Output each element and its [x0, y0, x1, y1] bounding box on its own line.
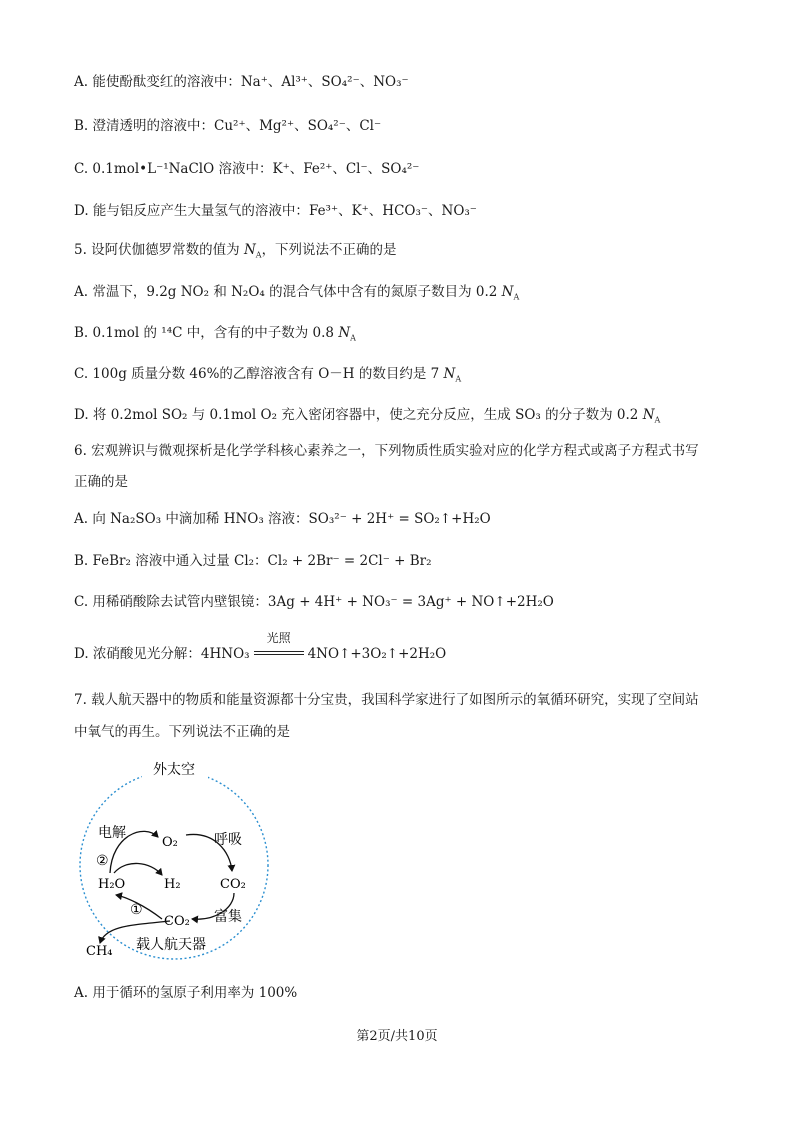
- respiration-label: 呼吸: [214, 832, 242, 848]
- q4-option-a-ions: Na⁺、Al³⁺、SO₄²⁻、NO₃⁻: [240, 74, 409, 90]
- q4-option-d: [74, 201, 477, 221]
- q5-option-c-text: C. 100g 质量分数 46%的乙醇溶液含有 O－H 的数目约是 7: [74, 366, 440, 382]
- q5-option-d-text: D. 将 0.2mol SO₂ 与 0.1mol O₂ 充入密闭容器中，使之充分反应，生成 SO₃ 的分子数为 0.2: [74, 407, 639, 423]
- q4-option-d-ions: Fe³⁺、K⁺、HCO₃⁻、NO₃⁻: [308, 203, 477, 219]
- q4-option-c-ions: K⁺、Fe²⁺、Cl⁻、SO₄²⁻: [272, 161, 420, 177]
- q6-option-c-text: C. 用稀硝酸除去试管内壁银镜：3Ag + 4H⁺ + NO₃⁻ = 3Ag⁺ + NO↑+2H₂O: [74, 594, 554, 610]
- q5-option-d-na: N: [642, 407, 655, 423]
- step-2-marker: ②: [96, 853, 109, 869]
- arrow-h2o-to-h2: [114, 863, 162, 875]
- q6-option-d: [74, 631, 447, 664]
- q5-option-d-na-sub: A: [654, 415, 661, 425]
- q5-option-b: [74, 323, 356, 343]
- co2-right-label: CO₂: [220, 877, 246, 892]
- q7-option-a: [74, 983, 297, 1003]
- outer-space-label: 外太空: [153, 762, 195, 778]
- q4-option-d-prefix: D. 能与铝反应产生大量氢气的溶液中：: [74, 203, 309, 219]
- q6-option-c: [74, 592, 554, 612]
- q5-option-a-na-sub: A: [513, 292, 520, 302]
- q4-option-b-prefix: B. 澄清透明的溶液中：: [74, 118, 215, 134]
- q4-option-c: [74, 159, 419, 179]
- q4-option-a-prefix: A. 能使酚酞变红的溶液中：: [74, 74, 241, 90]
- q6-option-a: [74, 509, 491, 529]
- q6-stem-line2: [74, 472, 128, 492]
- q5-option-c: [74, 364, 461, 384]
- enrich-label: 富集: [214, 909, 242, 925]
- q6-equilibrium-sign: [254, 631, 304, 664]
- q6-stem-2: 正确的是: [74, 474, 128, 490]
- q4-option-b: [74, 116, 381, 136]
- q5-stem: [74, 240, 397, 260]
- o2-label: O₂: [162, 835, 178, 850]
- q7-stem-2: 中氧气的再生。下列说法不正确的是: [74, 724, 290, 740]
- q4-option-b-ions: Cu²⁺、Mg²⁺、SO₄²⁻、Cl⁻: [214, 118, 382, 134]
- oxygen-cycle-diagram: [74, 755, 274, 970]
- q5-stem-text: 5. 设阿伏伽德罗常数的值为: [74, 242, 240, 258]
- q5-option-b-text: B. 0.1mol 的 ¹⁴C 中，含有的中子数为 0.8: [74, 325, 335, 341]
- q5-na-subscript: A: [255, 250, 262, 260]
- q4-option-a: [74, 72, 409, 92]
- q5-option-c-na: N: [443, 366, 456, 382]
- q6-stem-line1: [74, 441, 699, 461]
- q6-option-d-suffix: 4NO↑+3O₂↑+2H₂O: [307, 646, 447, 662]
- q4-option-c-prefix: C. 0.1mol•L⁻¹NaClO 溶液中：: [74, 161, 273, 177]
- q5-option-a-na: N: [501, 284, 514, 300]
- q6-double-line: [254, 651, 304, 655]
- spacecraft-label: 载人航天器: [136, 937, 206, 953]
- page-footer: 第2页/共10页: [356, 1029, 438, 1044]
- electrolysis-label: 电解: [98, 825, 126, 841]
- q7-stem-line1: [74, 690, 699, 710]
- q6-condition-label: 光照: [266, 631, 291, 645]
- q5-option-c-na-sub: A: [455, 374, 462, 384]
- q5-na-symbol: N: [243, 242, 256, 258]
- q6-option-b: [74, 551, 432, 571]
- step-1-marker: ①: [130, 902, 143, 918]
- co2-bottom-label: CO₂: [164, 914, 190, 929]
- q5-stem-tail: ，下列说法不正确的是: [261, 242, 397, 258]
- q6-stem-1: 6. 宏观辨识与微观探析是化学学科核心素养之一，下列物质性质实验对应的化学方程式或离子方程式书写: [74, 443, 699, 459]
- q5-option-a-text: A. 常温下，9.2g NO₂ 和 N₂O₄ 的混合气体中含有的氮原子数目为 0.2: [74, 284, 498, 300]
- q7-stem-1: 7. 载人航天器中的物质和能量资源都十分宝贵，我国科学家进行了如图所示的氧循环研究，实现了空间站: [74, 692, 699, 708]
- q5-option-b-na-sub: A: [350, 333, 356, 343]
- ch4-label: CH₄: [86, 944, 113, 959]
- q6-option-d-prefix: D. 浓硝酸见光分解：4HNO₃: [74, 646, 250, 662]
- q5-option-d: [74, 405, 660, 425]
- q5-option-b-na: N: [338, 325, 351, 341]
- h2o-label: H₂O: [98, 877, 126, 892]
- h2-label: H₂: [164, 877, 181, 892]
- q7-stem-line2: [74, 722, 290, 742]
- q6-option-a-text: A. 向 Na₂SO₃ 中滴加稀 HNO₃ 溶液：SO₃²⁻ + 2H⁺ = SO₂↑+H₂O: [74, 511, 491, 527]
- q5-option-a: [74, 282, 519, 302]
- q6-option-b-text: B. FeBr₂ 溶液中通入过量 Cl₂：Cl₂ + 2Br⁻ = 2Cl⁻ + Br₂: [74, 553, 432, 569]
- q7-option-a-text: A. 用于循环的氢原子利用率为 100%: [74, 985, 298, 1001]
